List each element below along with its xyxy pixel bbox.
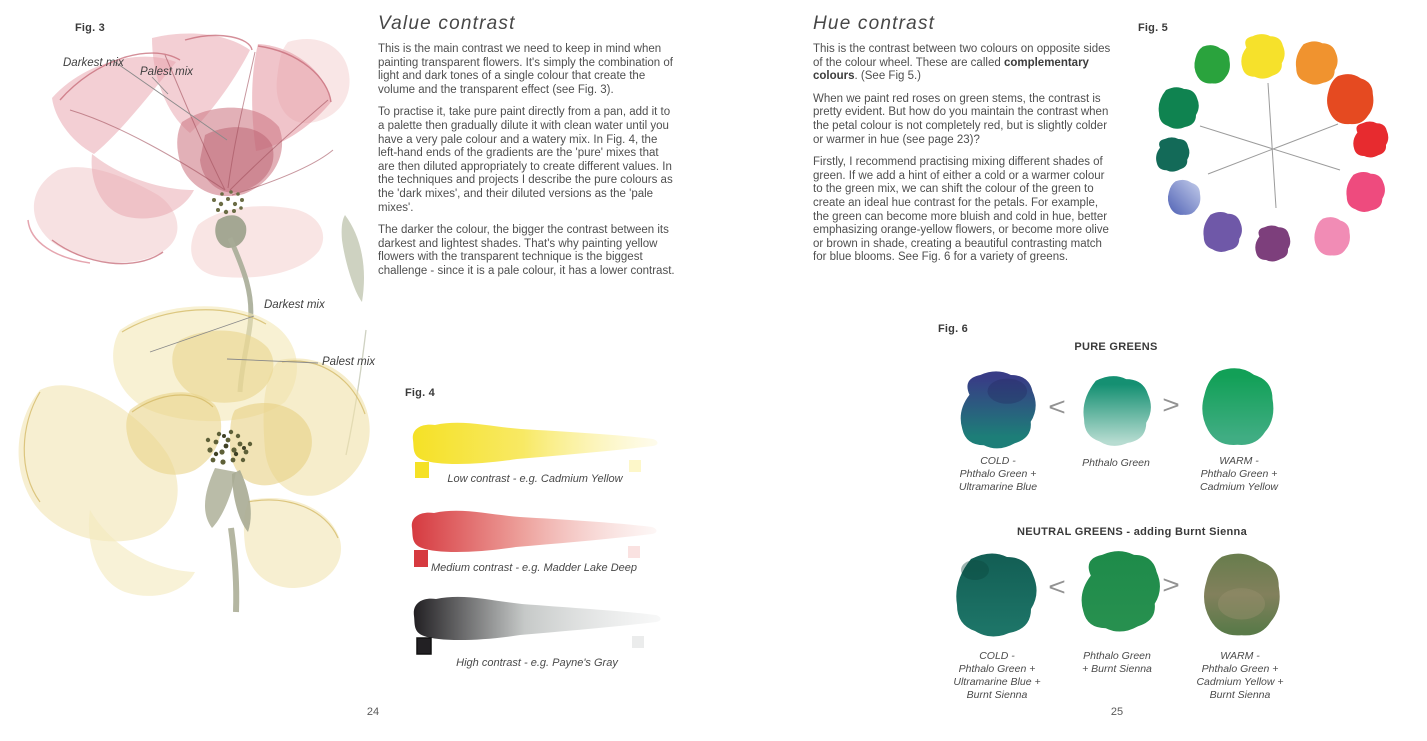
label-pure-cold: COLD - Phthalo Green + Ultramarine Blue	[958, 455, 1038, 493]
annotation-darkest-mix-bottom: Darkest mix	[264, 299, 325, 311]
hue-paragraph-2: When we paint red roses on green stems, the contrast is pretty evident. But how do you maintain the contrast when the petal colour is not completely red, but is slightly colder or warmer in hue (see page 23)?	[813, 92, 1109, 146]
greater-than-icon: >	[1162, 571, 1180, 600]
wheel-swatch-carmine-pink	[1346, 172, 1385, 212]
annotation-darkest-mix-top: Darkest mix	[63, 57, 124, 69]
fig4-strip-red	[404, 506, 664, 570]
swatch-pure-cold	[945, 366, 1048, 456]
fig6-label: Fig. 6	[938, 323, 968, 335]
fig4-label: Fig. 4	[405, 387, 435, 399]
wheel-swatch-yellow	[1241, 34, 1284, 78]
fig5-label: Fig. 5	[1138, 22, 1168, 34]
red-pale-swatch-square	[628, 546, 640, 558]
fig3-label: Fig. 3	[75, 22, 105, 34]
swatch-pure-phthalo	[1070, 369, 1162, 453]
complementary-axis-lines	[1200, 83, 1340, 208]
annotation-palest-mix-top: Palest mix	[140, 66, 194, 78]
value-contrast-article	[378, 13, 675, 288]
value-contrast-heading: Value contrast	[378, 13, 516, 34]
value-paragraph-3: The darker the colour, the bigger the contrast between its darkest and lightest shades. That's why painting yellow flowers with the transparent technique is the biggest challenge - since it is a pale colour, it has a lower contrast.	[378, 224, 675, 277]
label-pure-warm: WARM - Phthalo Green + Cadmium Yellow	[1199, 455, 1278, 493]
wheel-swatch-blue-violet	[1168, 180, 1200, 215]
less-than-icon: <	[1048, 573, 1066, 602]
less-than-icon: <	[1048, 393, 1066, 422]
wheel-swatch-red	[1353, 122, 1388, 158]
wheel-swatch-orange	[1296, 41, 1338, 84]
hue-paragraph-1	[813, 43, 1117, 84]
label-pure-phthalo: Phthalo Green	[1082, 457, 1150, 469]
hue-contrast-article	[813, 13, 1117, 274]
fig4-caption-red: Medium contrast - e.g. Madder Lake Deep	[430, 562, 638, 574]
fig3-illustration	[0, 30, 380, 622]
swatch-neutral-cold	[944, 545, 1046, 645]
yellow-pale-swatch-square	[629, 460, 641, 472]
wheel-swatch-dark-teal-green	[1156, 137, 1189, 171]
pure-greens-heading: PURE GREENS	[1074, 341, 1158, 353]
wheel-swatch-light-pink	[1314, 217, 1350, 255]
hue-p1-bold: complementary colours	[813, 56, 1089, 83]
hue-paragraph-3: Firstly, I recommend practising mixing different shades of green. If we add a hint of either a cold or a warmer colour to the green mix, we can shift the colour of the green to create an ideal hue contrast for the petals. For example, the green can become more bluish and cold in hue, better emphasizing orange-yellow flowers, or become more olive or brown in shade, creating a beautiful contrasting match for blue blooms. See Fig. 6 for a variety of greens.	[813, 156, 1109, 264]
swatch-neutral-warm	[1188, 547, 1295, 645]
value-paragraph-2: To practise it, take pure paint directly from a pan, add it to a palette then gradually dilute it with clean water until you have a very pale colour and a watery mix. In Fig. 4, the left-hand ends of the gradients are the 'pure' mixes that are then diluted appropriately to create different values. In the techniques and projects I describe the pure colours as the 'dark mixes', and their diluted versions as the 'pale mixes'.	[378, 106, 673, 214]
wheel-swatch-purple	[1203, 212, 1242, 252]
fig4-strip-gray	[406, 592, 668, 658]
yellow-rose-petals	[19, 306, 370, 612]
label-neutral-warm: WARM - Phthalo Green + Cadmium Yellow + Burnt Sienna	[1196, 650, 1284, 701]
fig5-colour-wheel	[1140, 28, 1427, 268]
annotation-palest-mix-bottom: Palest mix	[322, 356, 376, 368]
label-neutral-phthalo: Phthalo Green + Burnt Sienna	[1082, 650, 1152, 675]
hue-contrast-heading: Hue contrast	[813, 13, 936, 34]
fig4-caption-gray: High contrast - e.g. Payne's Gray	[456, 657, 618, 669]
swatch-pure-warm	[1183, 362, 1292, 454]
fig4-caption-yellow: Low contrast - e.g. Cadmium Yellow	[447, 473, 623, 485]
label-neutral-cold: COLD - Phthalo Green + Ultramarine Blue + Burnt Sienna	[953, 650, 1041, 701]
wheel-swatch-emerald-green	[1159, 87, 1199, 129]
gray-dark-swatch-square	[417, 638, 431, 654]
wheel-swatch-red-orange	[1327, 74, 1373, 124]
greater-than-icon: >	[1162, 391, 1180, 420]
value-paragraph-1: This is the main contrast we need to keep in mind when painting transparent flowers. It's simply the combination of light and dark tones of a single colour that create the volume and the transparent effect (see Fig. 3).	[378, 43, 673, 96]
swatch-neutral-phthalo	[1072, 545, 1166, 640]
page-number-left: 24	[366, 706, 380, 718]
page-number-right: 25	[1110, 706, 1124, 718]
wheel-swatch-violet-magenta	[1255, 226, 1290, 262]
neutral-greens-heading: NEUTRAL GREENS - adding Burnt Sienna	[1017, 526, 1247, 538]
gray-pale-swatch-square	[632, 636, 644, 648]
hue-p1-text-a: This is the contrast between two colours on opposite sides of the colour wheel. These are called	[813, 43, 1111, 69]
wheel-swatch-green	[1194, 45, 1230, 83]
hue-p1-text-c: . (See Fig 5.)	[854, 70, 922, 83]
